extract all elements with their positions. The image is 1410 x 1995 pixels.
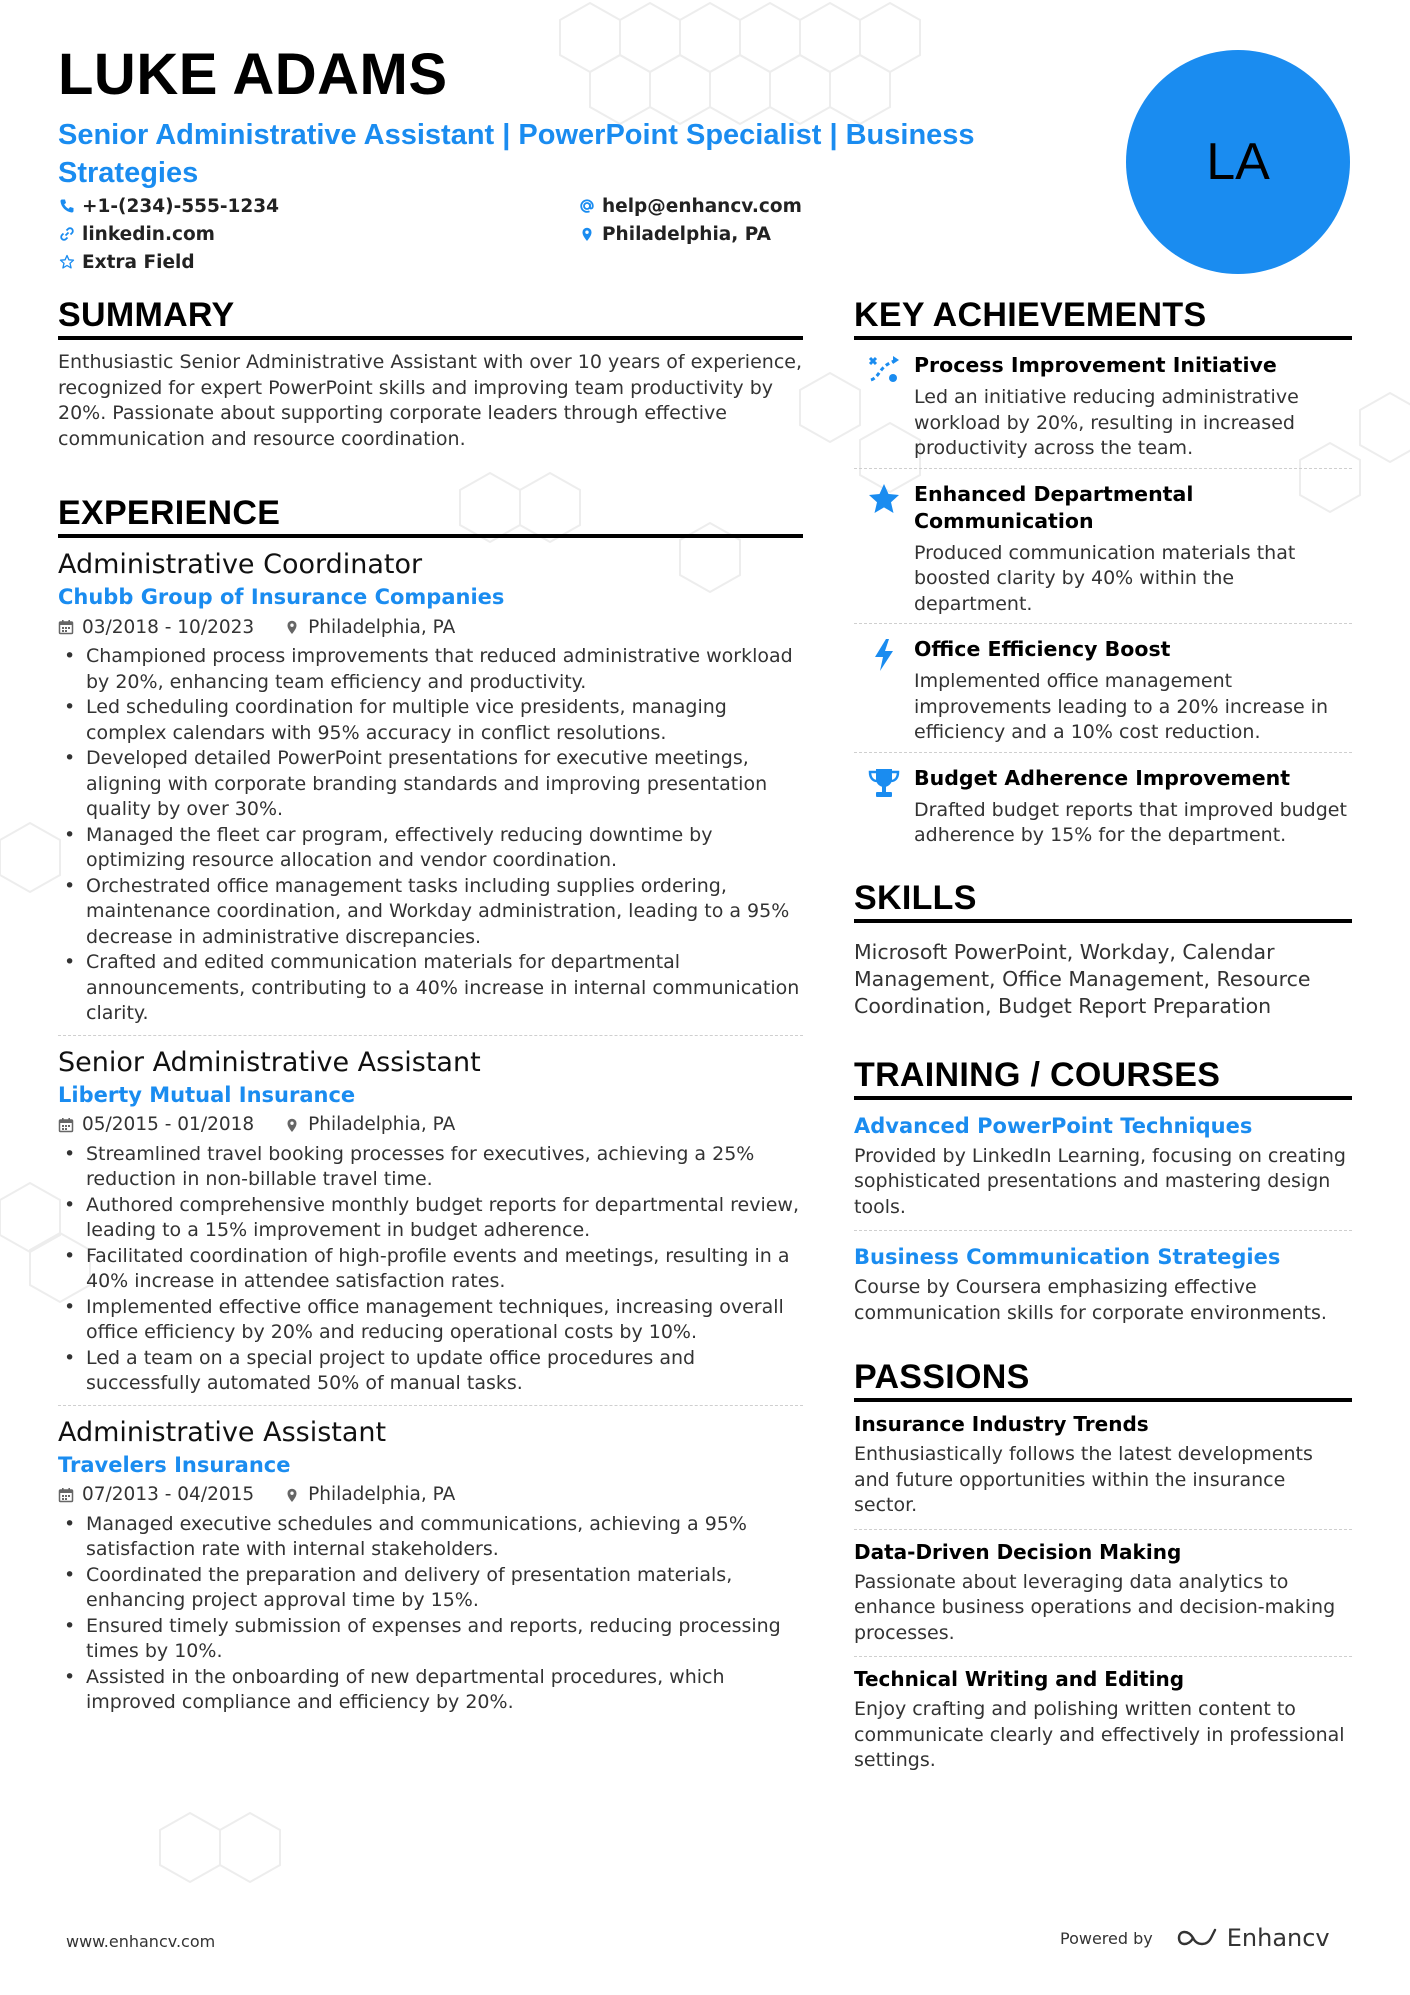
passion-title: Data-Driven Decision Making (854, 1539, 1182, 1564)
achievements-heading: KEY ACHIEVEMENTS (854, 298, 1352, 340)
powered-by-text: Powered by (1060, 1928, 1153, 1948)
job-meta (58, 1480, 803, 1510)
achievement-title: Office Efficiency Boost (914, 637, 1171, 661)
job-bullet: • Crafted and edited communication materials for departmental announcements, contributing to a 40% increase in internal communication clarity. (58, 950, 803, 1027)
experience-entry (58, 1046, 803, 1406)
location-icon (284, 1487, 300, 1503)
contact-extra-text: Extra Field (82, 251, 195, 273)
job-bullet: • Championed process improvements that reduced administrative workload by 20%, enhancing team efficiency and productivity. (58, 644, 803, 695)
job-bullets (58, 1512, 803, 1716)
achievement-title: Enhanced Departmental Communication (914, 481, 1194, 533)
skills-text: Microsoft PowerPoint, Workday, Calendar Management, Office Management, Resource Coordination, Budget Report Preparation (854, 939, 1311, 1018)
job-location: Philadelphia, PA (308, 1114, 456, 1135)
course-title: Business Communication Strategies (854, 1245, 1281, 1269)
course-item (854, 1231, 1352, 1336)
contact-phone-text: +1-(234)-555-1234 (82, 195, 280, 217)
calendar-icon (58, 1117, 74, 1133)
training-section (854, 1055, 1352, 1337)
job-bullet: • Assisted in the onboarding of new departmental procedures, which improved compliance and efficiency by 20%. (58, 1665, 803, 1716)
passion-item (854, 1530, 1352, 1658)
job-bullet: • Orchestrated office management tasks including supplies ordering, maintenance coordination, and Workday administration, leading to a 95% decrease in administrative discrepancies. (58, 874, 803, 951)
skills-section (854, 878, 1352, 1020)
passions-section (854, 1360, 1352, 1784)
training-heading: TRAINING / COURSES (854, 1058, 1352, 1100)
job-title: Administrative Coordinator (58, 549, 423, 580)
course-desc: Course by Coursera emphasizing effective communication skills for corporate environments. (854, 1276, 1327, 1324)
achievement-item (854, 753, 1352, 855)
passions-heading: PASSIONS (854, 1360, 1352, 1402)
job-title: Senior Administrative Assistant (58, 1046, 481, 1078)
passion-title: Technical Writing and Editing (854, 1667, 1185, 1691)
candidate-name: LUKE ADAMS (58, 42, 448, 107)
job-bullet: • Led a team on a special project to update office procedures and successfully automated 50% of manual tasks. (58, 1346, 803, 1397)
job-location: Philadelphia, PA (308, 616, 456, 638)
location-icon (578, 225, 596, 243)
experience-entry (58, 1416, 803, 1724)
achievement-desc: Led an initiative reducing administrative workload by 20%, resulting in increased productivity across the team. (914, 386, 1299, 459)
star-icon (854, 481, 914, 618)
skills-heading: SKILLS (854, 881, 1352, 923)
company-name: Liberty Mutual Insurance (58, 1082, 356, 1107)
at-icon (578, 197, 596, 215)
process-icon (854, 352, 914, 462)
right-column (854, 298, 1352, 1784)
experience-heading: EXPERIENCE (58, 496, 803, 538)
job-dates: 07/2013 - 04/2015 (82, 1484, 255, 1505)
enhancv-logo[interactable] (1175, 1924, 1330, 1952)
location-icon (284, 619, 300, 635)
left-column (58, 298, 803, 1732)
summary-section (58, 298, 803, 452)
achievement-desc: Implemented office management improvements leading to a 20% increase in efficiency and a 10% cost reduction. (914, 670, 1329, 743)
job-bullet: • Developed detailed PowerPoint presentations for executive meetings, aligning with corporate branding standards and improving presentation quality by over 30%. (58, 746, 803, 823)
job-bullets (58, 1142, 803, 1397)
job-bullet: • Facilitated coordination of high-profile events and meetings, resulting in a 40% increase in attendee satisfaction rates. (58, 1244, 803, 1295)
contact-info (58, 193, 1058, 275)
summary-heading: SUMMARY (58, 298, 803, 340)
location-icon (284, 1117, 300, 1133)
course-desc: Provided by LinkedIn Learning, focusing on creating sophisticated presentations and mastering design tools. (854, 1144, 1346, 1218)
achievement-title: Process Improvement Initiative (914, 353, 1277, 377)
passion-desc: Enthusiastically follows the latest developments and future opportunities within the insurance sector. (854, 1443, 1313, 1516)
achievement-item (854, 340, 1352, 469)
candidate-headline: Senior Administrative Assistant | PowerPoint Specialist | Business Strategies (58, 119, 975, 189)
passion-desc: Enjoy crafting and polishing written content to communicate clearly and effectively in professional settings. (854, 1698, 1345, 1771)
job-meta (58, 612, 803, 642)
job-bullet: • Coordinated the preparation and delivery of presentation materials, enhancing project approval time by 15%. (58, 1563, 803, 1614)
passion-title: Insurance Industry Trends (854, 1412, 1149, 1436)
job-dates: 05/2015 - 01/2018 (82, 1114, 255, 1135)
achievement-title: Budget Adherence Improvement (914, 765, 1291, 790)
phone-icon (58, 197, 76, 215)
experience-entry (58, 548, 803, 1036)
footer-website-link[interactable]: www.enhancv.com (66, 1932, 216, 1951)
achievement-item (854, 624, 1352, 753)
job-dates: 03/2018 - 10/2023 (82, 616, 255, 638)
passion-item (854, 1402, 1352, 1530)
contact-phone[interactable] (58, 193, 578, 219)
job-bullet: • Ensured timely submission of expenses and reports, reducing processing times by 10%. (58, 1614, 803, 1665)
achievements-section (854, 298, 1352, 855)
job-bullets (58, 644, 803, 1027)
bolt-icon (854, 636, 914, 746)
avatar-initials: LA (1206, 133, 1270, 191)
achievement-desc: Drafted budget reports that improved budget adherence by 15% for the department. (914, 798, 1347, 846)
job-bullet: • Managed executive schedules and communications, achieving a 95% satisfaction rate with internal stakeholders. (58, 1512, 803, 1563)
course-item (854, 1100, 1352, 1232)
job-meta (58, 1110, 803, 1140)
calendar-icon (58, 1487, 74, 1503)
company-name: Travelers Insurance (58, 1452, 291, 1477)
star-outline-icon (58, 253, 76, 271)
achievement-desc: Produced communication materials that boosted clarity by 40% within the department. (914, 541, 1296, 615)
contact-linkedin-text: linkedin.com (82, 223, 215, 245)
contact-email-text: help@enhancv.com (602, 195, 802, 217)
contact-location-text: Philadelphia, PA (602, 223, 771, 245)
passion-item (854, 1657, 1352, 1784)
job-bullet: • Streamlined travel booking processes for executives, achieving a 25% reduction in non-billable travel time. (58, 1142, 803, 1193)
contact-linkedin[interactable] (58, 221, 578, 247)
company-name: Chubb Group of Insurance Companies (58, 585, 505, 609)
avatar (1126, 50, 1350, 274)
contact-email[interactable] (578, 193, 1058, 219)
job-title: Administrative Assistant (58, 1416, 387, 1448)
course-title: Advanced PowerPoint Techniques (854, 1113, 1253, 1138)
brand-name: Enhancv (1226, 1924, 1330, 1952)
contact-location (578, 221, 1058, 247)
job-bullet: • Managed the fleet car program, effectively reducing downtime by optimizing resource allocation and vendor coordination. (58, 823, 803, 874)
link-icon (58, 225, 76, 243)
calendar-icon (58, 619, 74, 635)
footer-branding (1060, 1924, 1330, 1952)
summary-text: Enthusiastic Senior Administrative Assistant with over 10 years of experience, recognized for expert PowerPoint skills and improving team productivity by 20%. Passionate about supporting corporate leaders through effective communication and resource coordination. (58, 351, 802, 450)
passion-desc: Passionate about leveraging data analytics to enhance business operations and decision-making processes. (854, 1570, 1336, 1644)
job-bullet: • Implemented effective office management techniques, increasing overall office efficiency by 20% and reducing operational costs by 10%. (58, 1295, 803, 1346)
contact-extra (58, 249, 578, 275)
job-location: Philadelphia, PA (308, 1484, 456, 1505)
job-bullet: • Led scheduling coordination for multiple vice presidents, managing complex calendars with 95% accuracy in conflict resolutions. (58, 695, 803, 746)
experience-section (58, 496, 803, 1724)
trophy-icon (854, 765, 914, 849)
enhancv-logo-icon (1175, 1926, 1219, 1950)
achievement-item (854, 469, 1352, 625)
job-bullet: • Authored comprehensive monthly budget reports for departmental review, leading to a 15% improvement in budget adherence. (58, 1193, 803, 1244)
